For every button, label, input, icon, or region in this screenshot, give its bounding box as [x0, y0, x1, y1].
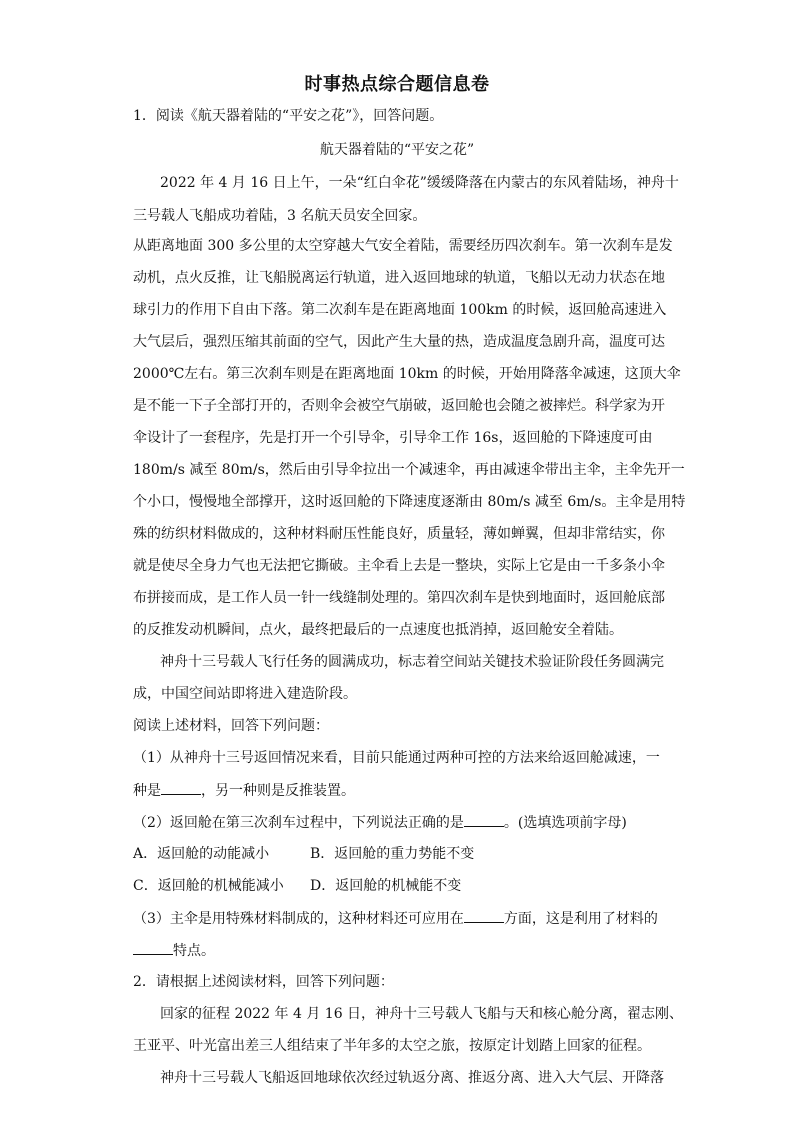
article-line: 是不能一下子全部打开的，否则伞会被空气崩破，返回舱也会随之被摔烂。科学家为开 — [133, 398, 665, 414]
article-title: 航天器着陆的“平安之花” — [319, 142, 475, 158]
text-segment: （3）主伞是用特殊材料制成的，这种材料还可应用在 — [133, 911, 464, 927]
article-line: 的反推发动机瞬间，点火，最终把最后的一点速度也抵消掉，返回舱安全着陆。 — [133, 622, 623, 638]
passage-line: 回家的征程 2022 年 4 月 16 日，神舟十三号载人飞船与天和核心舱分离，翟志刚、 — [160, 1006, 684, 1022]
text-segment: 种是 — [133, 783, 161, 799]
option-a: A．返回舱的动能减小 — [133, 846, 270, 862]
article-line: 伞设计了一套程序，先是打开一个引导伞，引导伞工作 16s，返回舱的下降速度可由 — [133, 430, 653, 446]
text-segment: 。(选填选项前字母) — [503, 815, 627, 831]
article-line: 从距离地面 300 多公里的太空穿越大气安全着陆，需要经历四次刹车。第一次刹车是发 — [133, 238, 673, 254]
article-line: 成，中国空间站即将进入建造阶段。 — [133, 686, 357, 702]
article-line: 布拼接而成，是工作人员一针一线缝制处理的。第四次刹车是快到地面时，返回舱底部 — [133, 590, 665, 606]
passage-line: 神舟十三号载人飞船返回地球依次经过轨返分离、推返分离、进入大气层、开降落 — [160, 1070, 664, 1086]
article-line: 动机，点火反推，让飞船脱离运行轨道，进入返回地球的轨道，飞船以无动力状态在地 — [133, 270, 665, 286]
answer-blank[interactable] — [133, 940, 173, 955]
article-line: 球引力的作用下自由下落。第二次刹车是在距离地面 100km 的时候，返回舱高速进入 — [133, 302, 667, 318]
article-line: 神舟十三号载人飞行任务的圆满成功，标志着空间站关键技术验证阶段任务圆满完 — [160, 654, 664, 670]
passage-line: 王亚平、叶光富出差三人组结束了半年多的太空之旅，按原定计划踏上回家的征程。 — [133, 1038, 651, 1054]
question-2-prompt: 2．请根据上述阅读材料，回答下列问题： — [133, 974, 394, 990]
answer-blank[interactable] — [464, 812, 504, 827]
article-line: 就是使尽全身力气也无法把它撕破。主伞看上去是一整块，实际上它是由一千多条小伞 — [133, 558, 665, 574]
text-segment: ，另一种则是反推装置。 — [201, 783, 355, 799]
instruction-line: 阅读上述材料，回答下列问题： — [133, 718, 329, 734]
sub-question-1-cont — [133, 780, 355, 801]
option-b: B．返回舱的重力势能不变 — [310, 846, 475, 862]
article-line: 180m/s 减至 80m/s，然后由引导伞拉出一个减速伞，再由减速伞带出主伞，主伞先开一 — [133, 462, 685, 478]
answer-blank[interactable] — [464, 908, 504, 923]
text-segment: 特点。 — [173, 943, 215, 959]
article-line: 2022 年 4 月 16 日上午，一朵“红白伞花”缓缓降落在内蒙古的东风着陆场，神舟十 — [160, 175, 679, 191]
option-c: C．返回舱的机械能减小 — [133, 878, 284, 894]
text-segment: 方面，这是利用了材料的 — [503, 911, 658, 927]
article-line: 个小口，慢慢地全部撑开，这时返回舱的下降速度逐渐由 80m/s 减至 6m/s。主伞是用特 — [133, 494, 686, 510]
article-line: 2000℃左右。第三次刹车则是在距离地面 10km 的时候，开始用降落伞减速，这顶大伞 — [133, 366, 681, 382]
answer-blank[interactable] — [161, 780, 201, 795]
sub-question-1: （1）从神舟十三号返回情况来看，目前只能通过两种可控的方法来给返回舱减速，一 — [133, 750, 660, 766]
article-line: 三号载人飞船成功着陆，3 名航天员安全回家。 — [133, 208, 427, 224]
sub-question-3 — [133, 908, 658, 929]
question-1-prompt: 1．阅读《航天器着陆的“平安之花”》，回答问题。 — [133, 108, 444, 124]
article-line: 大气层后，强烈压缩其前面的空气，因此产生大量的热，造成温度急剧升高，温度可达 — [133, 334, 665, 350]
sub-question-3-cont — [133, 940, 215, 961]
text-segment: （2）返回舱在第三次刹车过程中，下列说法正确的是 — [133, 815, 464, 831]
option-d: D．返回舱的机械能不变 — [310, 878, 462, 894]
page-title: 时事热点综合题信息卷 — [304, 74, 490, 95]
article-line: 殊的纺织材料做成的，这种材料耐压性能良好，质量轻，薄如蝉翼，但却非常结实，你 — [133, 526, 665, 542]
sub-question-2 — [133, 812, 627, 833]
